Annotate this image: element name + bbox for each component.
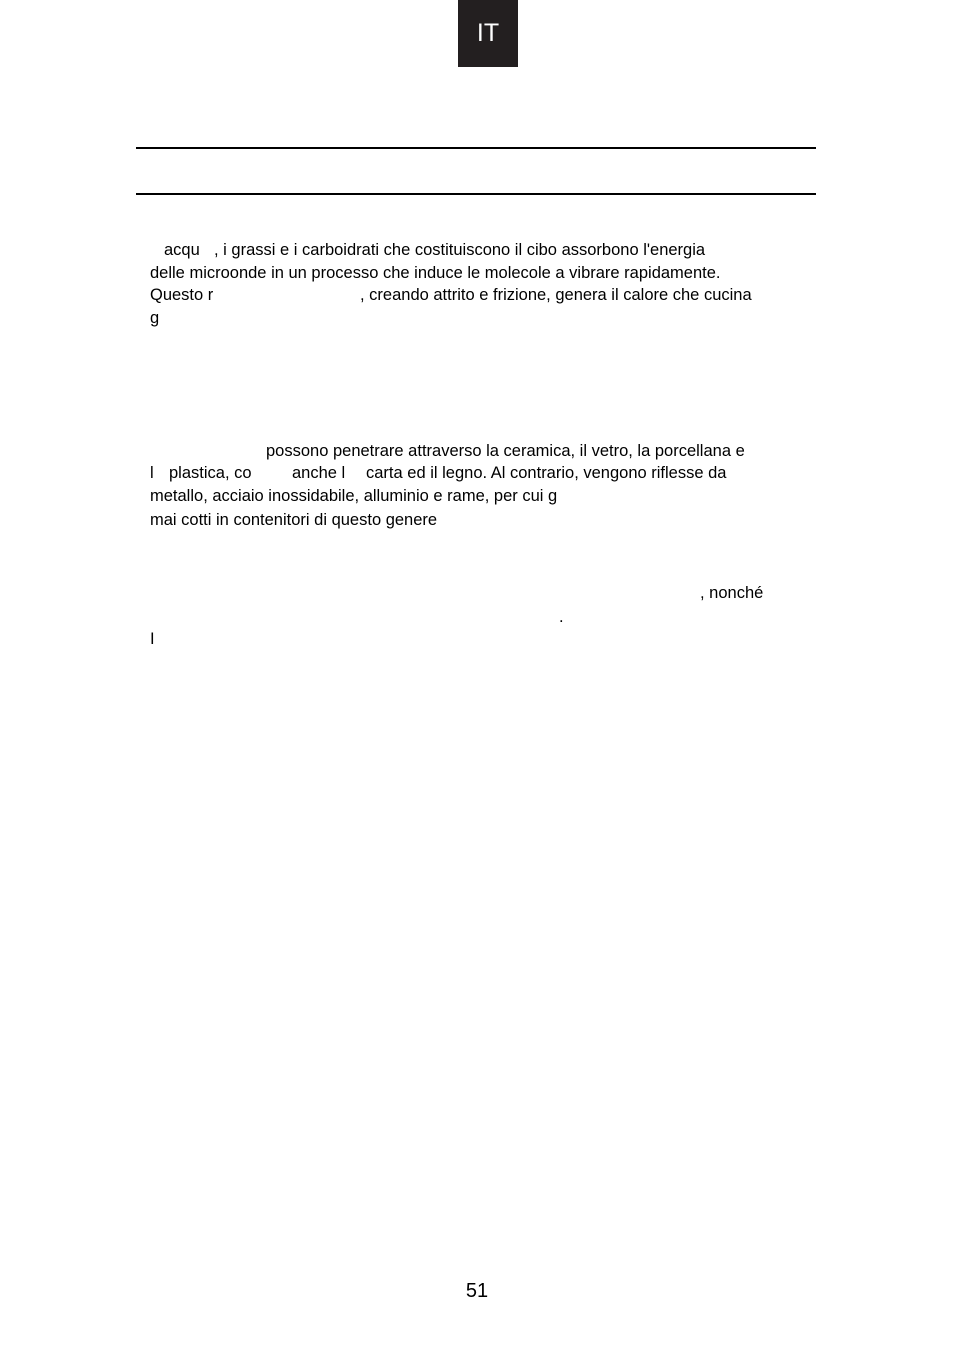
p2-fragment: plastica, co — [169, 464, 252, 482]
p1-fragment: acqu — [164, 241, 200, 259]
p3-fragment: I — [150, 630, 155, 648]
p2-fragment: metallo, acciaio inossidabile, alluminio e rame, per cui g — [150, 487, 558, 505]
p3-fragment: , nonché — [700, 584, 764, 602]
p3-fragment: . — [559, 608, 564, 626]
p1-line: delle microonde in un processo che induce le molecole a vibrare rapidamente. — [150, 264, 721, 282]
p2-fragment: possono penetrare attraverso la ceramica, il vetro, la porcellana e — [266, 442, 745, 460]
p2-fragment: l — [150, 464, 154, 482]
language-code: IT — [476, 19, 500, 47]
p2-line: mai cotti in contenitori di questo genere — [150, 511, 438, 529]
p1-fragment: , i grassi e i carboidrati che costituiscono il cibo assorbono l'energia — [214, 241, 706, 259]
page-number: 51 — [465, 1280, 489, 1302]
p1-fragment: Questo r — [150, 286, 214, 304]
header-rule-bottom — [136, 193, 816, 195]
p1-fragment: , creando attrito e frizione, genera il calore che cucina — [360, 286, 752, 304]
header-rule-top — [136, 147, 816, 149]
language-tab — [458, 0, 518, 67]
p1-fragment: g — [150, 309, 160, 327]
p2-fragment: carta ed il legno. Al contrario, vengono riflesse da — [366, 464, 727, 482]
p2-fragment: anche l — [292, 464, 346, 482]
